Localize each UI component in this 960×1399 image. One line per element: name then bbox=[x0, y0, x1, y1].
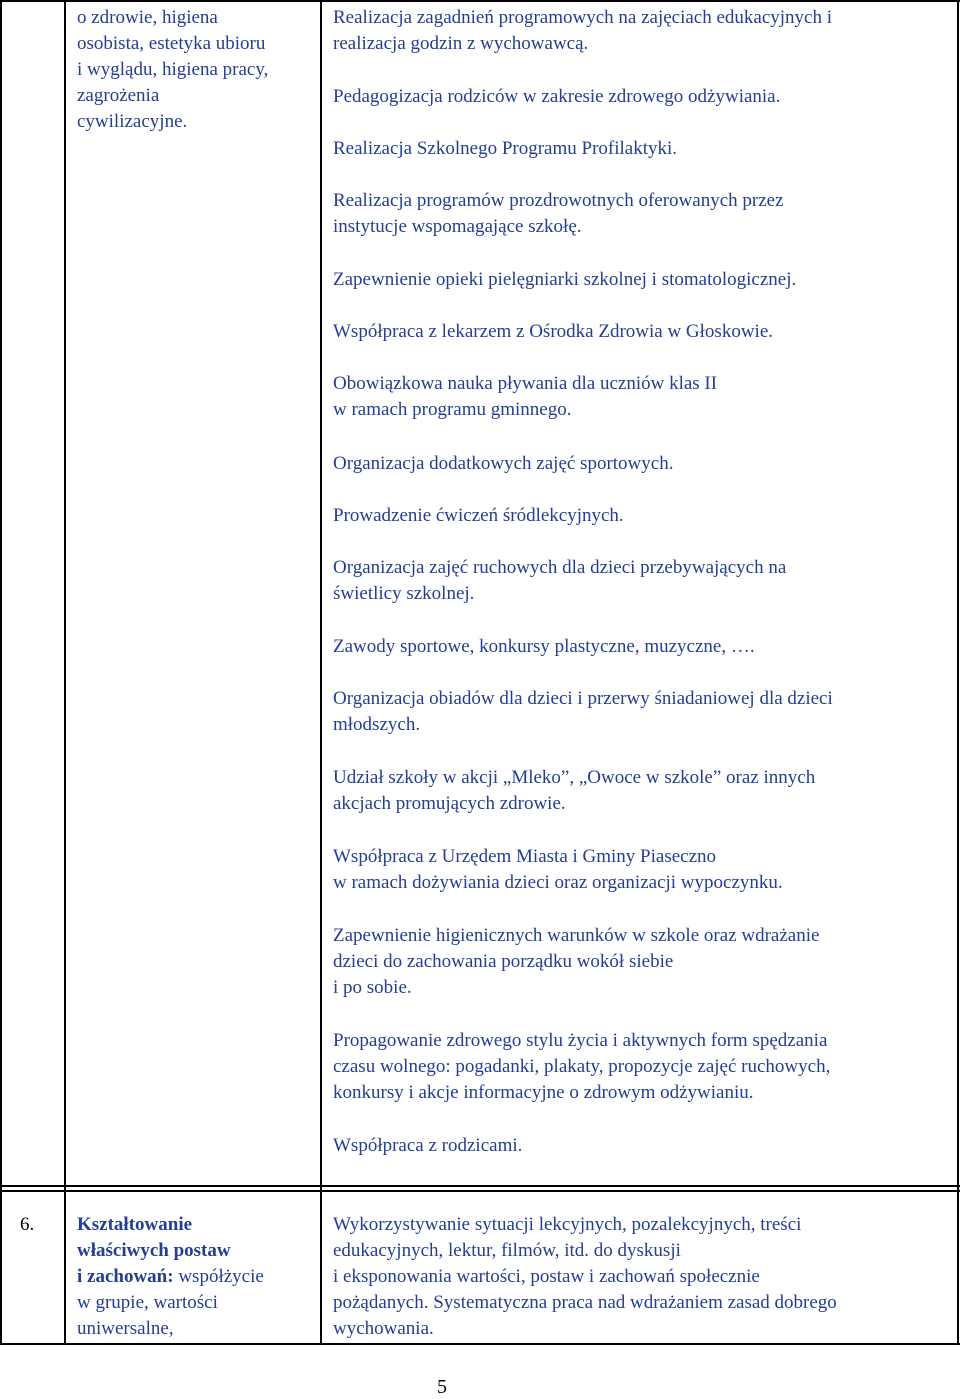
task-paragraph bbox=[333, 451, 673, 477]
column-divider bbox=[957, 0, 959, 1345]
task-line: młodszych. bbox=[333, 714, 421, 735]
topic-line: osobista, estetyka ubioru bbox=[77, 33, 266, 54]
task-paragraph bbox=[333, 371, 717, 423]
task-line: akcjach promujących zdrowie. bbox=[333, 793, 566, 814]
task-line: czasu wolnego: pogadanki, plakaty, propozycje zajęć ruchowych, bbox=[333, 1056, 831, 1077]
topic-cell bbox=[77, 1212, 264, 1342]
task-paragraph bbox=[333, 267, 796, 293]
task-paragraph bbox=[333, 923, 819, 1001]
task-line: konkursy i akcje informacyjne o zdrowym odżywianiu. bbox=[333, 1082, 754, 1103]
topic-title-line: Kształtowanie bbox=[77, 1214, 193, 1235]
task-line: dzieci do zachowania porządku wokół siebie bbox=[333, 951, 674, 972]
task-paragraph bbox=[333, 1212, 837, 1342]
task-line: Współpraca z rodzicami. bbox=[333, 1135, 523, 1156]
task-line: w ramach programu gminnego. bbox=[333, 399, 572, 420]
task-line: Obowiązkowa nauka pływania dla uczniów klas II bbox=[333, 373, 718, 394]
task-paragraph bbox=[333, 1133, 522, 1159]
task-line: w ramach dożywiania dzieci oraz organizacji wypoczynku. bbox=[333, 872, 783, 893]
task-line: Realizacja programów prozdrowotnych oferowanych przez bbox=[333, 190, 784, 211]
topic-line: o zdrowie, higiena bbox=[77, 7, 218, 28]
task-paragraph bbox=[333, 686, 833, 738]
task-line: Współpraca z Urzędem Miasta i Gminy Piaseczno bbox=[333, 846, 717, 867]
task-line: świetlicy szkolnej. bbox=[333, 583, 475, 604]
row-divider bbox=[0, 1190, 960, 1192]
column-divider bbox=[64, 0, 66, 1345]
task-line: Zawody sportowe, konkursy plastyczne, muzyczne, …. bbox=[333, 636, 755, 657]
task-line: Udział szkoły w akcji „Mleko”, „Owoce w szkole” oraz innych bbox=[333, 767, 816, 788]
task-line: Zapewnienie higienicznych warunków w szkole oraz wdrażanie bbox=[333, 925, 820, 946]
topic-title-rest: współżycie bbox=[173, 1266, 264, 1287]
topic-line: zagrożenia bbox=[77, 85, 160, 106]
task-line: i eksponowania wartości, postaw i zachowań społecznie bbox=[333, 1266, 760, 1287]
column-divider bbox=[0, 0, 2, 1345]
task-paragraph bbox=[333, 84, 780, 110]
row-number: 6. bbox=[20, 1214, 35, 1235]
task-line: Prowadzenie ćwiczeń śródlekcyjnych. bbox=[333, 505, 624, 526]
task-line: Organizacja dodatkowych zajęć sportowych. bbox=[333, 453, 674, 474]
task-line: pożądanych. Systematyczna praca nad wdrażaniem zasad dobrego bbox=[333, 1292, 837, 1313]
row-divider bbox=[0, 1185, 960, 1187]
topic-line: cywilizacyjne. bbox=[77, 111, 188, 132]
task-line: Współpraca z lekarzem z Ośrodka Zdrowia w Głoskowie. bbox=[333, 321, 774, 342]
topic-line: i wyglądu, higiena pracy, bbox=[77, 59, 269, 80]
task-line: Pedagogizacja rodziców w zakresie zdrowego odżywiania. bbox=[333, 86, 781, 107]
task-line: edukacyjnych, lektur, filmów, itd. do dyskusji bbox=[333, 1240, 681, 1261]
topic-line: w grupie, wartości bbox=[77, 1292, 218, 1313]
task-line: Organizacja zajęć ruchowych dla dzieci przebywających na bbox=[333, 557, 787, 578]
task-paragraph bbox=[333, 503, 624, 529]
task-paragraph bbox=[333, 765, 815, 817]
task-line: Propagowanie zdrowego stylu życia i aktywnych form spędzania bbox=[333, 1030, 828, 1051]
task-paragraph bbox=[333, 844, 783, 896]
column-divider bbox=[320, 0, 322, 1345]
table-top-border bbox=[0, 0, 960, 2]
task-paragraph bbox=[333, 5, 832, 57]
task-line: i po sobie. bbox=[333, 977, 412, 998]
topic-title-bold: i zachowań: bbox=[77, 1266, 174, 1287]
task-line: Wykorzystywanie sytuacji lekcyjnych, pozalekcyjnych, treści bbox=[333, 1214, 802, 1235]
task-paragraph bbox=[333, 634, 755, 660]
task-paragraph bbox=[333, 136, 677, 162]
task-paragraph bbox=[333, 188, 784, 240]
topic-title-line: właściwych postaw bbox=[77, 1240, 231, 1261]
task-paragraph bbox=[333, 555, 786, 607]
table-bottom-border bbox=[0, 1343, 960, 1345]
topic-title-line bbox=[77, 1264, 264, 1290]
task-line: Realizacja zagadnień programowych na zajęciach edukacyjnych i bbox=[333, 7, 833, 28]
task-paragraph bbox=[333, 319, 773, 345]
task-line: Organizacja obiadów dla dzieci i przerwy śniadaniowej dla dzieci bbox=[333, 688, 833, 709]
topic-cell bbox=[77, 5, 268, 135]
topic-line: uniwersalne, bbox=[77, 1318, 174, 1339]
task-line: Zapewnienie opieki pielęgniarki szkolnej i stomatologicznej. bbox=[333, 269, 797, 290]
task-line: realizacja godzin z wychowawcą. bbox=[333, 33, 589, 54]
task-line: Realizacja Szkolnego Programu Profilaktyki. bbox=[333, 138, 678, 159]
task-line: wychowania. bbox=[333, 1318, 434, 1339]
task-line: instytucje wspomagające szkołę. bbox=[333, 216, 582, 237]
page-number: 5 bbox=[437, 1376, 447, 1398]
task-paragraph bbox=[333, 1028, 830, 1106]
